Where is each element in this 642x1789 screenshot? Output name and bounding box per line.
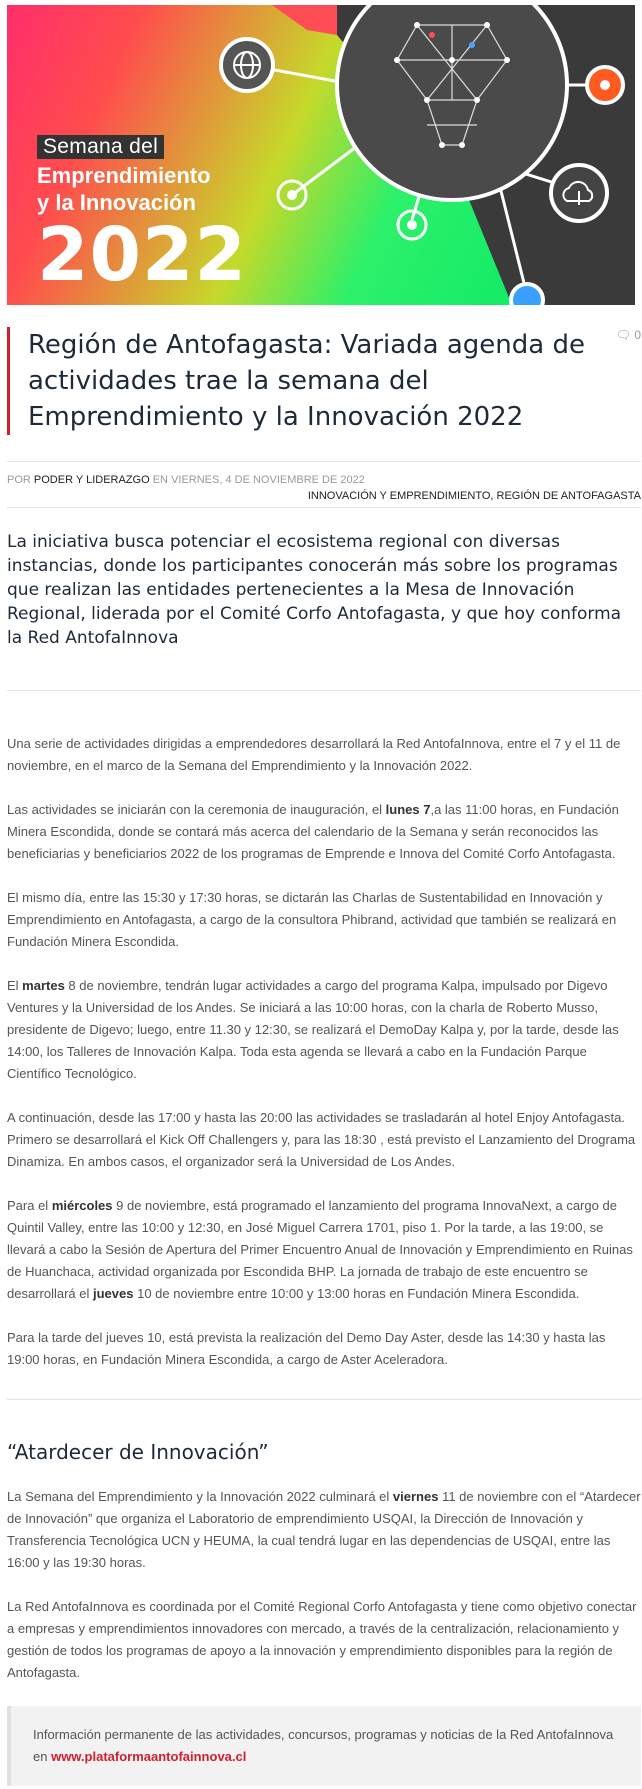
article-body	[7, 733, 641, 1786]
lead-paragraph: La iniciativa busca potenciar el ecosistema regional con diversas instancias, donde los participantes conocerán más sobre los programas que realizan las entidades pertenecientes a la Mesa de Innovación Regional, liderada por el Comité Corfo Antofagasta, y que hoy conforma la Red AntofaInnova	[7, 532, 622, 648]
info-box	[7, 1706, 641, 1786]
category-separator: ,	[490, 490, 494, 502]
divider	[7, 1399, 641, 1400]
divider	[7, 690, 641, 691]
meta-on: EN	[152, 474, 168, 486]
globe-icon	[221, 39, 273, 91]
categories	[7, 490, 641, 502]
divider	[7, 461, 641, 462]
paragraph: Una serie de actividades dirigidas a emprendedores desarrollará la Red AntofaInnova, entre el 7 y el 11 de noviembre, en el marco de la Semana del Emprendimiento y la Innovación 2022.	[7, 736, 621, 773]
comments-link[interactable]	[616, 327, 641, 342]
paragraph: A continuación, desde las 17:00 y hasta las 20:00 las actividades se trasladarán al hotel Enjoy Antofagasta. Primero se desarrollará el Kick Off Challengers y, para las 18:30 , está previsto el Lanzamiento del Drograma Dinamiza. En ambos casos, el organizador será la Universidad de Los Andes.	[7, 1110, 636, 1169]
title-row	[7, 327, 641, 435]
paragraph: Las actividades se iniciarán con la ceremonia de inauguración, el lunes 7,a las 11:00 horas, en Fundación Minera Escondida, donde se contará más acerca del calendario de la Semana y serán reconocidos las beneficiarias y beneficiarios 2022 de los programas de Emprende e Innova del Comité Corfo Antofagasta.	[7, 802, 619, 861]
paragraph: Para el miércoles 9 de noviembre, está programado el lanzamiento del programa InnovaNext, a cargo de Quintil Valley, entre las 10:00 y 12:30, en José Miguel Carrera 1701, piso 1. Por la tarde, a las 19:00, se llevará a cabo la Sesión de Apertura del Primer Encuentro Anual de Innovación y Emprendimiento en Ruinas de Huanchaca, actividad organizada por Escondida BHP. La jornada de trabajo de este encuentro se desarrollará el jueves 10 de noviembre entre 10:00 y 13:00 horas en Fundación Minera Escondida.	[7, 1198, 633, 1301]
divider	[7, 507, 641, 508]
paragraph: La Red AntofaInnova es coordinada por el Comité Regional Corfo Antofagasta y tiene como objetivo conectar a empresas y emprendimientos innovadores con mercado, a través de la centralización, relacionamiento y gestión de todos los programas de apoyo a la innovación y emprendimiento disponibles para la región de Antofagasta.	[7, 1599, 637, 1680]
hero-title	[37, 135, 247, 298]
cloud-upload-icon	[551, 165, 607, 221]
post-meta	[7, 474, 641, 486]
hero-image	[7, 5, 635, 305]
platform-link[interactable]: www.plataformaantofainnova.cl	[51, 1749, 247, 1764]
hero-line1: Semana del	[37, 135, 164, 159]
post-date: VIERNES, 4 DE NOVIEMBRE DE 2022	[171, 474, 365, 486]
category-link[interactable]: REGIÓN DE ANTOFAGASTA	[496, 490, 641, 502]
paragraph: El mismo día, entre las 15:30 y 17:30 horas, se dictarán las Charlas de Sustentabilidad en Innovación y Emprendimiento en Antofagasta, a cargo de la consultora Phibrand, actividad que también se realizará en Fundación Minera Escondida.	[7, 890, 617, 949]
paragraph: Para la tarde del jueves 10, está prevista la realización del Demo Day Aster, desde las 14:30 y hasta las 19:00 horas, en Fundación Minera Escondida, a cargo de Aster Aceleradora.	[7, 1330, 606, 1367]
paragraph: La Semana del Emprendimiento y la Innovación 2022 culminará el viernes 11 de noviembre con el “Atardecer de Innovación” que organiza el Laboratorio de emprendimiento USQAI, la Dirección de Innovación y Transferencia Tecnológica UCN y HEUMA, la cual tendrá lugar en las dependencias de USQAI, entre las 16:00 y las 19:30 horas.	[7, 1489, 641, 1570]
author-link[interactable]: PODER Y LIDERAZGO	[33, 474, 150, 486]
comment-icon: 🗨	[615, 327, 631, 342]
page-title: Región de Antofagasta: Variada agenda de actividades trae la semana del Emprendimiento y la Innovación 2022	[28, 330, 585, 432]
comments-count: 0	[634, 327, 641, 342]
meta-by: POR	[7, 474, 31, 486]
category-link[interactable]: INNOVACIÓN Y EMPRENDIMIENTO	[307, 490, 491, 502]
info-text: Información permanente de las actividades, concursos, programas y noticias de la Red AntofaInnova en	[33, 1727, 614, 1764]
hero-line2: Emprendimiento	[37, 163, 211, 188]
article-container	[7, 5, 641, 1786]
hero-line3: y la Innovación	[37, 190, 196, 215]
paragraph: El martes 8 de noviembre, tendrán lugar actividades a cargo del programa Kalpa, impulsado por Digevo Ventures y la Universidad de los Andes. Se iniciará a las 10:00 horas, con la charla de Roberto Musso, presidente de Digevo; luego, entre 11.30 y 12:30, se realizará el DemoDay Kalpa y, por la tarde, desde las 14:00, los Talleres de Innovación Kalpa. Toda esta agenda se llevará a cabo en la Fundación Parque Científico Tecnológico.	[7, 978, 619, 1081]
section-heading: “Atardecer de Innovación”	[7, 1440, 269, 1464]
hero-year: 2022	[37, 212, 247, 298]
